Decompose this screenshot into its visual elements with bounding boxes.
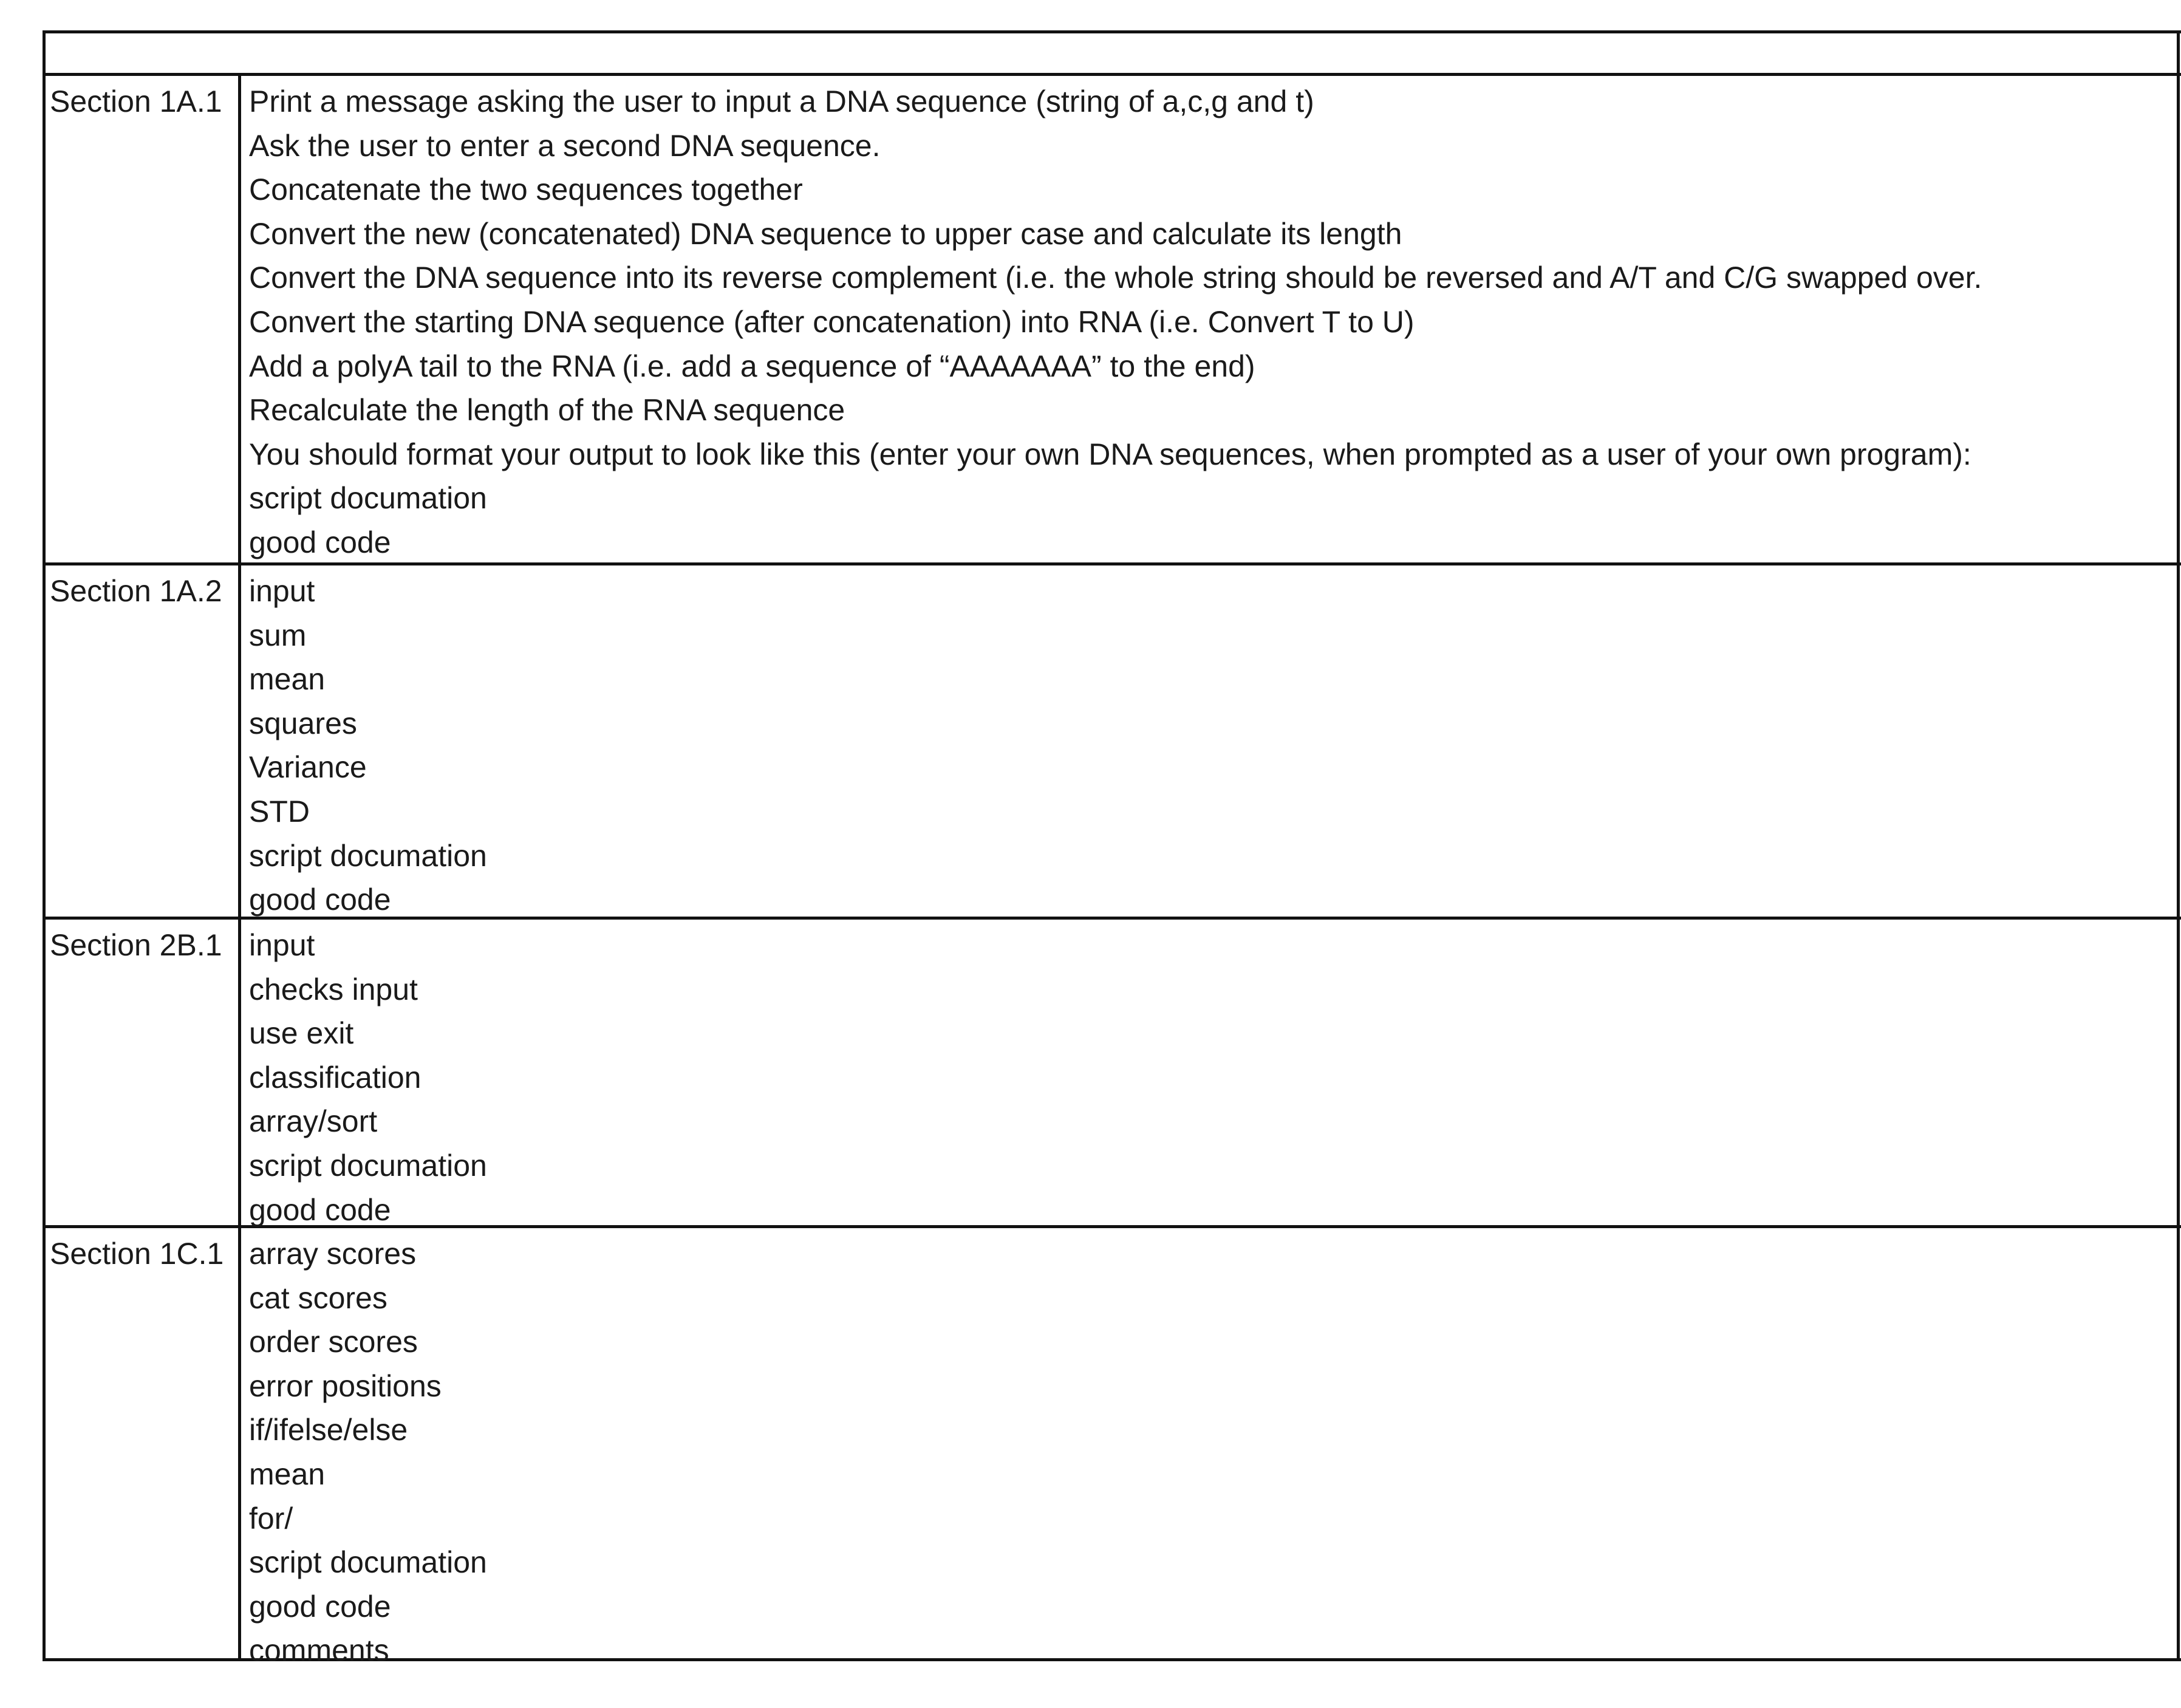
criteria-item: Convert the DNA sequence into its reverse complement (i.e. the whole string should be reversed and A/T and C/G swapped over.: [249, 261, 1982, 295]
criteria-item: good code: [249, 525, 391, 559]
criteria-item: Convert the new (concatenated) DNA sequence to upper case and calculate its length: [249, 216, 1402, 251]
criteria-list: [249, 80, 1982, 565]
assessment-table: [43, 30, 2181, 1668]
criteria-list: [249, 569, 487, 922]
section-label-cell: [43, 1228, 241, 1661]
section-label-cell: [43, 920, 241, 1225]
section-2b1-row: [43, 920, 2181, 1228]
criteria-item: mean: [249, 1457, 326, 1491]
criteria-item: sum: [249, 618, 307, 652]
section-1a2-row: [43, 565, 2181, 920]
criteria-item: squares: [249, 706, 357, 740]
criteria-item: script documation: [249, 1148, 487, 1183]
criteria-item: array scores: [249, 1237, 417, 1271]
criteria-item: good code: [249, 1192, 391, 1227]
criteria-item: checks input: [249, 972, 418, 1006]
section-label: Section 1A.1: [50, 84, 222, 118]
criteria-item: Recalculate the length of the RNA sequence: [249, 393, 845, 428]
section-1c1-row: [43, 1228, 2181, 1668]
criteria-item: classification: [249, 1060, 422, 1095]
criteria-item: Concatenate the two sequences together: [249, 173, 803, 207]
criteria-item: array/sort: [249, 1104, 378, 1139]
criteria-item: Convert the starting DNA sequence (after concatenation) into RNA (i.e. Convert T to U): [249, 304, 1415, 339]
criteria-item: comments: [249, 1633, 389, 1668]
criteria-item: input: [249, 574, 315, 608]
criteria-list: [249, 1232, 487, 1673]
criteria-item: cat scores: [249, 1280, 387, 1315]
criteria-item: Add a polyA tail to the RNA (i.e. add a sequence of “AAAAAAA” to the end): [249, 349, 1255, 383]
section-label: Section 2B.1: [50, 928, 222, 962]
criteria-item: mean: [249, 662, 326, 697]
section-label: Section 1C.1: [50, 1237, 224, 1271]
section-label-cell: [43, 565, 241, 917]
table-header-row: [43, 30, 2181, 76]
criteria-item: input: [249, 928, 315, 962]
criteria-list: [249, 923, 487, 1232]
criteria-item: good code: [249, 1589, 391, 1624]
criteria-item: good code: [249, 883, 391, 917]
criteria-item: if/ifelse/else: [249, 1413, 408, 1447]
section-label-cell: [43, 76, 241, 562]
criteria-item: order scores: [249, 1325, 418, 1359]
criteria-item: script documation: [249, 1545, 487, 1580]
criteria-item: You should format your output to look like this (enter your own DNA sequences, when prompted as a user of your own program):: [249, 437, 1971, 471]
section-1a1-row: [43, 76, 2181, 565]
criteria-item: Ask the user to enter a second DNA sequence.: [249, 128, 881, 163]
criteria-item: use exit: [249, 1016, 354, 1051]
criteria-item: script documation: [249, 481, 487, 516]
criteria-item: Variance: [249, 750, 367, 785]
criteria-item: STD: [249, 794, 310, 828]
criteria-item: Print a message asking the user to input a DNA sequence (string of a,c,g and t): [249, 84, 1314, 118]
criteria-item: error positions: [249, 1368, 442, 1403]
section-label: Section 1A.2: [50, 574, 222, 608]
criteria-item: script documation: [249, 838, 487, 873]
criteria-item: for/: [249, 1501, 293, 1535]
